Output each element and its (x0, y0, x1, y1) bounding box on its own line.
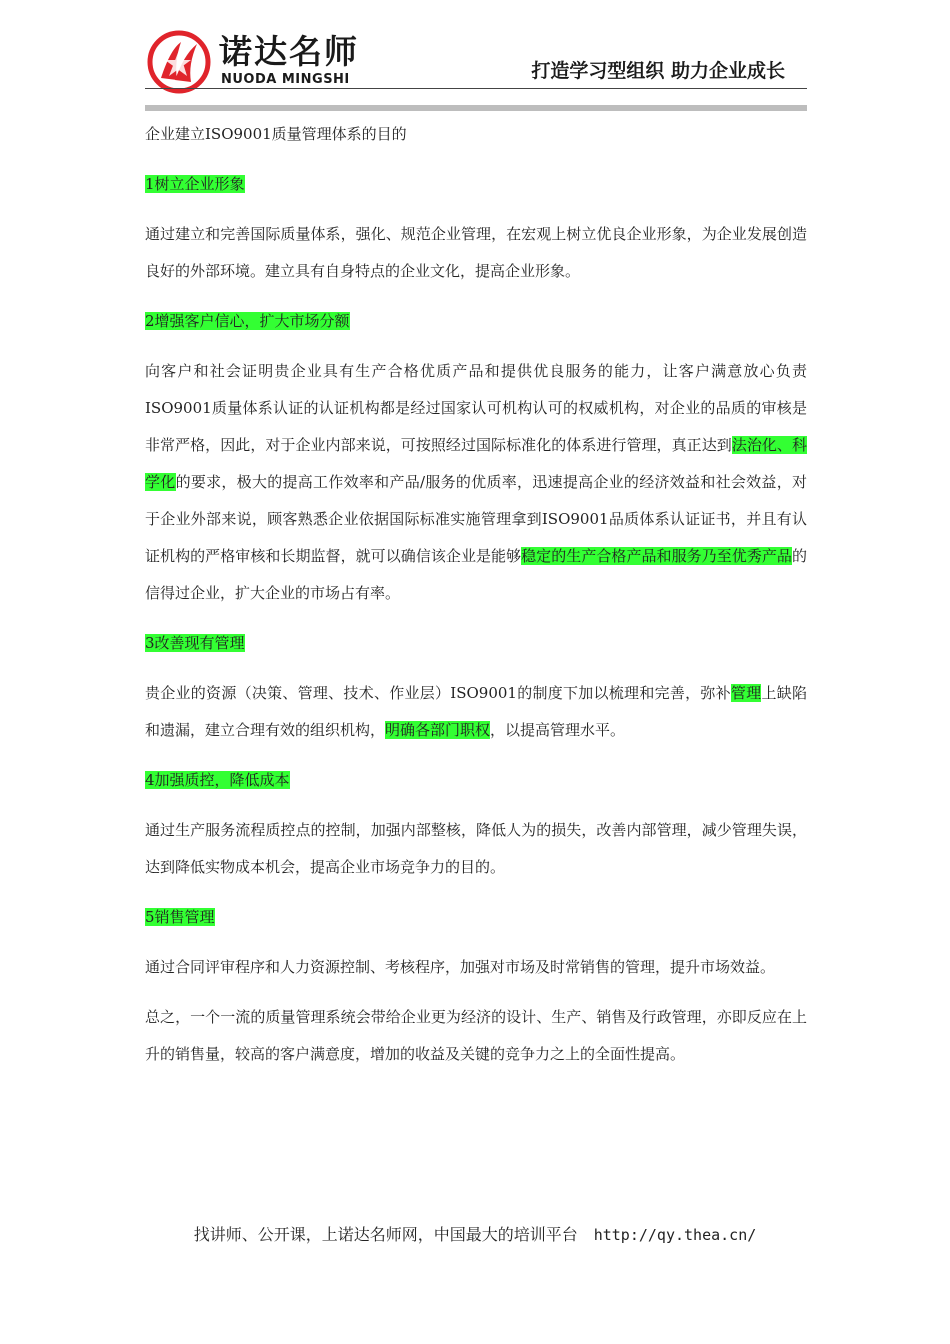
section-heading-2 (145, 303, 807, 340)
section-paragraph-1: 通过建立和完善国际质量体系，强化、规范企业管理，在宏观上树立优良企业形象，为企业发展创造良好的外部环境。建立具有自身特点的企业文化，提高企业形象。 (145, 225, 807, 280)
paragraph-3-part-b: 上缺陷和遗漏，建立合理有效的组织机构， (145, 684, 807, 739)
section-heading-3-text: 3改善现有管理 (145, 634, 245, 652)
paragraph-3-part-c: ，以提高管理水平。 (490, 721, 626, 739)
article-body (145, 116, 807, 1073)
paragraph-3-highlight-2: 明确各部门职权 (385, 721, 491, 739)
section-heading-5 (145, 899, 807, 936)
header-divider-thick (145, 105, 807, 111)
brand-name-en: NUODA MINGSHI (221, 72, 350, 87)
section-heading-4-text: 4加强质控，降低成本 (145, 771, 290, 789)
paragraph-2-part-a: 向客户和社会证明贵企业具有生产合格优质产品和提供优良服务的能力，让客户满意放心负责ISO9001质量体系认证的认证机构都是经过国家认可机构认可的权威机构，对企业的品质的审核是非常严格，因此，对于企业内部来说，可按照经过国际标准化的体系进行管理，真正达到 (145, 362, 807, 454)
nuoda-logo-icon (147, 30, 211, 94)
section-heading-5-text: 5销售管理 (145, 908, 215, 926)
paragraph-2-part-c: 的信得过企业，扩大企业的市场占有率。 (145, 547, 807, 602)
paragraph-3-part-a: 贵企业的资源（决策、管理、技术、作业层）ISO9001的制度下加以梳理和完善，弥补 (145, 684, 731, 702)
page-footer (0, 1222, 950, 1245)
section-heading-1-text: 1树立企业形象 (145, 175, 245, 193)
header-slogan: 打造学习型组织 助力企业成长 (531, 60, 785, 82)
paragraph-2-highlight-1: 法治化、科学化 (145, 436, 807, 491)
header-divider-thin (145, 88, 807, 89)
page-header (145, 28, 807, 112)
paragraph-2-highlight-2: 稳定的生产合格产品和服务乃至优秀产品 (521, 547, 792, 565)
section-paragraph-3 (145, 675, 807, 749)
section-heading-4 (145, 762, 807, 799)
section-paragraph-2 (145, 353, 807, 612)
footer-link[interactable]: http://qy.thea.cn/ (593, 1226, 757, 1244)
article-title: 企业建立ISO9001质量管理体系的目的 (145, 125, 407, 143)
section-heading-3 (145, 625, 807, 662)
section-paragraph-4: 通过生产服务流程质控点的控制，加强内部整核，降低人为的损失，改善内部管理，减少管理失误，达到降低实物成本机会，提高企业市场竞争力的目的。 (145, 821, 807, 876)
footer-text: 找讲师、公开课，上诺达名师网，中国最大的培训平台 (193, 1225, 578, 1244)
conclusion-paragraph: 总之，一个一流的质量管理系统会带给企业更为经济的设计、生产、销售及行政管理，亦即反应在上升的销售量，较高的客户满意度，增加的收益及关键的竞争力之上的全面性提高。 (145, 1008, 807, 1063)
section-heading-1 (145, 166, 807, 203)
paragraph-2-part-b: 的要求，极大的提高工作效率和产品/服务的优质率，迅速提高企业的经济效益和社会效益，对于企业外部来说，顾客熟悉企业依据国际标准实施管理拿到ISO9001品质体系认证证书，并且有认证机构的严格审核和长期监督，就可以确信该企业是能够 (145, 473, 807, 565)
brand-name-cn: 诺达名师 (219, 32, 359, 71)
section-paragraph-5: 通过合同评审程序和人力资源控制、考核程序，加强对市场及时常销售的管理，提升市场效益。 (145, 958, 776, 976)
paragraph-3-highlight-1: 管理 (730, 684, 762, 702)
section-heading-2-text: 2增强客户信心，扩大市场分额 (145, 312, 350, 330)
